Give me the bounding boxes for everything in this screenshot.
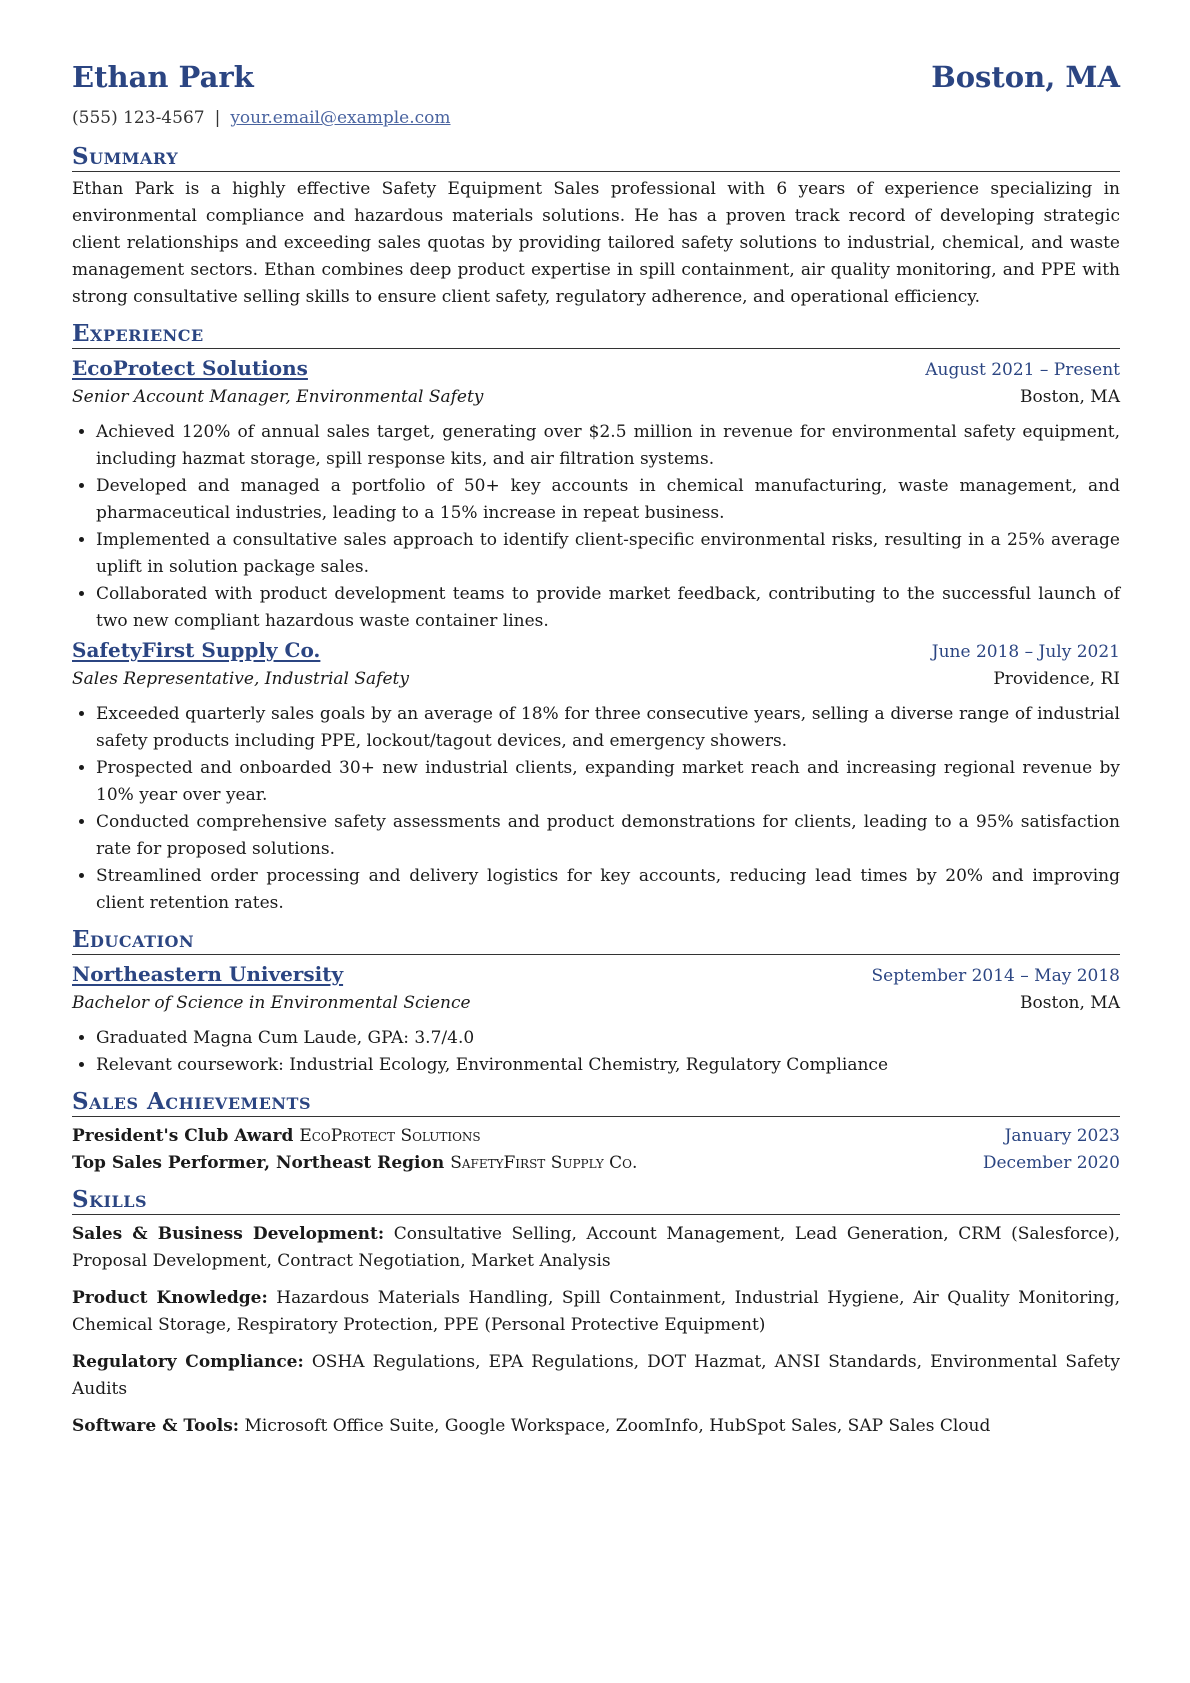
employment-dates: August 2021 – Present xyxy=(925,360,1120,380)
list-item: • Relevant coursework: Industrial Ecology, Environmental Chemistry, Regulatory Compliance xyxy=(96,1052,1120,1079)
skill-group xyxy=(72,1349,1120,1403)
list-item: • Implemented a consultative sales approach to identify client-specific environmental risks, resulting in a 25% average uplift in solution package sales. xyxy=(96,527,1120,581)
award-company: SafetyFirst Supply Co. xyxy=(450,1153,638,1173)
employment-dates: June 2018 – July 2021 xyxy=(931,642,1120,662)
achievement-list xyxy=(72,419,1120,635)
skill-group xyxy=(72,1413,1120,1440)
achievement-row xyxy=(72,1150,1120,1177)
resume-page xyxy=(72,60,1120,1440)
candidate-name: Ethan Park xyxy=(72,60,254,94)
school-link[interactable]: Northeastern University xyxy=(72,962,344,986)
achievements-list xyxy=(72,1123,1120,1177)
contact-line xyxy=(72,108,1120,134)
company-link[interactable]: SafetyFirst Supply Co. xyxy=(72,638,321,662)
list-item: • Achieved 120% of annual sales target, generating over $2.5 million in revenue for environmental safety equipment, including hazmat storage, spill response kits, and air filtration systems. xyxy=(96,419,1120,473)
achievements-heading: Sales Achievements xyxy=(72,1089,1120,1117)
contact-separator: | xyxy=(214,108,221,128)
experience-entry xyxy=(72,637,1120,917)
list-item: • Exceeded quarterly sales goals by an average of 18% for three consecutive years, selling a diverse range of industrial safety products including PPE, lockout/tagout devices, and emergency showers. xyxy=(96,701,1120,755)
candidate-location: Boston, MA xyxy=(931,60,1120,94)
skill-label: Regulatory Compliance: xyxy=(72,1352,304,1372)
award-title: President's Club Award xyxy=(72,1126,294,1146)
school-location: Boston, MA xyxy=(1020,993,1120,1013)
award-date: January 2023 xyxy=(1004,1126,1120,1146)
list-item: • Conducted comprehensive safety assessments and product demonstrations for clients, leading to a 95% satisfaction rate for proposed solutions. xyxy=(96,809,1120,863)
job-title: Senior Account Manager, Environmental Safety xyxy=(72,387,484,407)
skill-items: Microsoft Office Suite, Google Workspace, ZoomInfo, HubSpot Sales, SAP Sales Cloud xyxy=(244,1416,991,1436)
achievement-list xyxy=(72,701,1120,917)
list-item: • Developed and managed a portfolio of 50+ key accounts in chemical manufacturing, waste management, and pharmaceutical industries, leading to a 15% increase in repeat business. xyxy=(96,473,1120,527)
company-link[interactable]: EcoProtect Solutions xyxy=(72,356,308,380)
education-dates: September 2014 – May 2018 xyxy=(871,966,1120,986)
education-entry xyxy=(72,961,1120,1079)
skill-label: Product Knowledge: xyxy=(72,1288,268,1308)
experience-entry xyxy=(72,355,1120,635)
award-title: Top Sales Performer, Northeast Region xyxy=(72,1153,445,1173)
list-item: • Streamlined order processing and delivery logistics for key accounts, reducing lead times by 20% and improving client retention rates. xyxy=(96,863,1120,917)
job-location: Providence, RI xyxy=(993,669,1120,689)
skill-items: Hazardous Materials Handling, Spill Containment, Industrial Hygiene, Air Quality Monitoring, Chemical Storage, Respiratory Protection, PPE (Personal Protective Equipment) xyxy=(72,1288,1120,1335)
phone-number: (555) 123-4567 xyxy=(72,108,205,128)
skill-items: OSHA Regulations, EPA Regulations, DOT Hazmat, ANSI Standards, Environmental Safety Audits xyxy=(72,1352,1120,1399)
resume-header xyxy=(72,60,1120,104)
degree-title: Bachelor of Science in Environmental Science xyxy=(72,993,471,1013)
email-link[interactable]: your.email@example.com xyxy=(230,108,451,128)
skill-items: Consultative Selling, Account Management, Lead Generation, CRM (Salesforce), Proposal Development, Contract Negotiation, Market Analysis xyxy=(72,1224,1120,1271)
job-title: Sales Representative, Industrial Safety xyxy=(72,669,409,689)
summary-text: Ethan Park is a highly effective Safety Equipment Sales professional with 6 years of experience specializing in environmental compliance and hazardous materials solutions. He has a proven track record of developing strategic client relationships and exceeding sales quotas by providing tailored safety solutions to industrial, chemical, and waste management sectors. Ethan combines deep product expertise in spill containment, air quality monitoring, and PPE with strong consultative selling skills to ensure client safety, regulatory adherence, and operational efficiency. xyxy=(72,179,1120,307)
list-item: • Prospected and onboarded 30+ new industrial clients, expanding market reach and increasing regional revenue by 10% year over year. xyxy=(96,755,1120,809)
skills-heading: Skills xyxy=(72,1187,1120,1215)
list-item: • Collaborated with product development teams to provide market feedback, contributing to the successful launch of two new compliant hazardous waste container lines. xyxy=(96,581,1120,635)
summary-heading: Summary xyxy=(72,144,1120,172)
experience-heading: Experience xyxy=(72,321,1120,349)
skill-label: Software & Tools: xyxy=(72,1416,240,1436)
job-location: Boston, MA xyxy=(1020,387,1120,407)
skill-group xyxy=(72,1285,1120,1339)
skill-group xyxy=(72,1221,1120,1275)
skill-label: Sales & Business Development: xyxy=(72,1224,385,1244)
education-details xyxy=(72,1025,1120,1079)
award-date: December 2020 xyxy=(982,1153,1120,1173)
list-item: • Graduated Magna Cum Laude, GPA: 3.7/4.0 xyxy=(96,1025,1120,1052)
education-heading: Education xyxy=(72,927,1120,955)
award-company: EcoProtect Solutions xyxy=(299,1126,481,1146)
achievement-row xyxy=(72,1123,1120,1150)
